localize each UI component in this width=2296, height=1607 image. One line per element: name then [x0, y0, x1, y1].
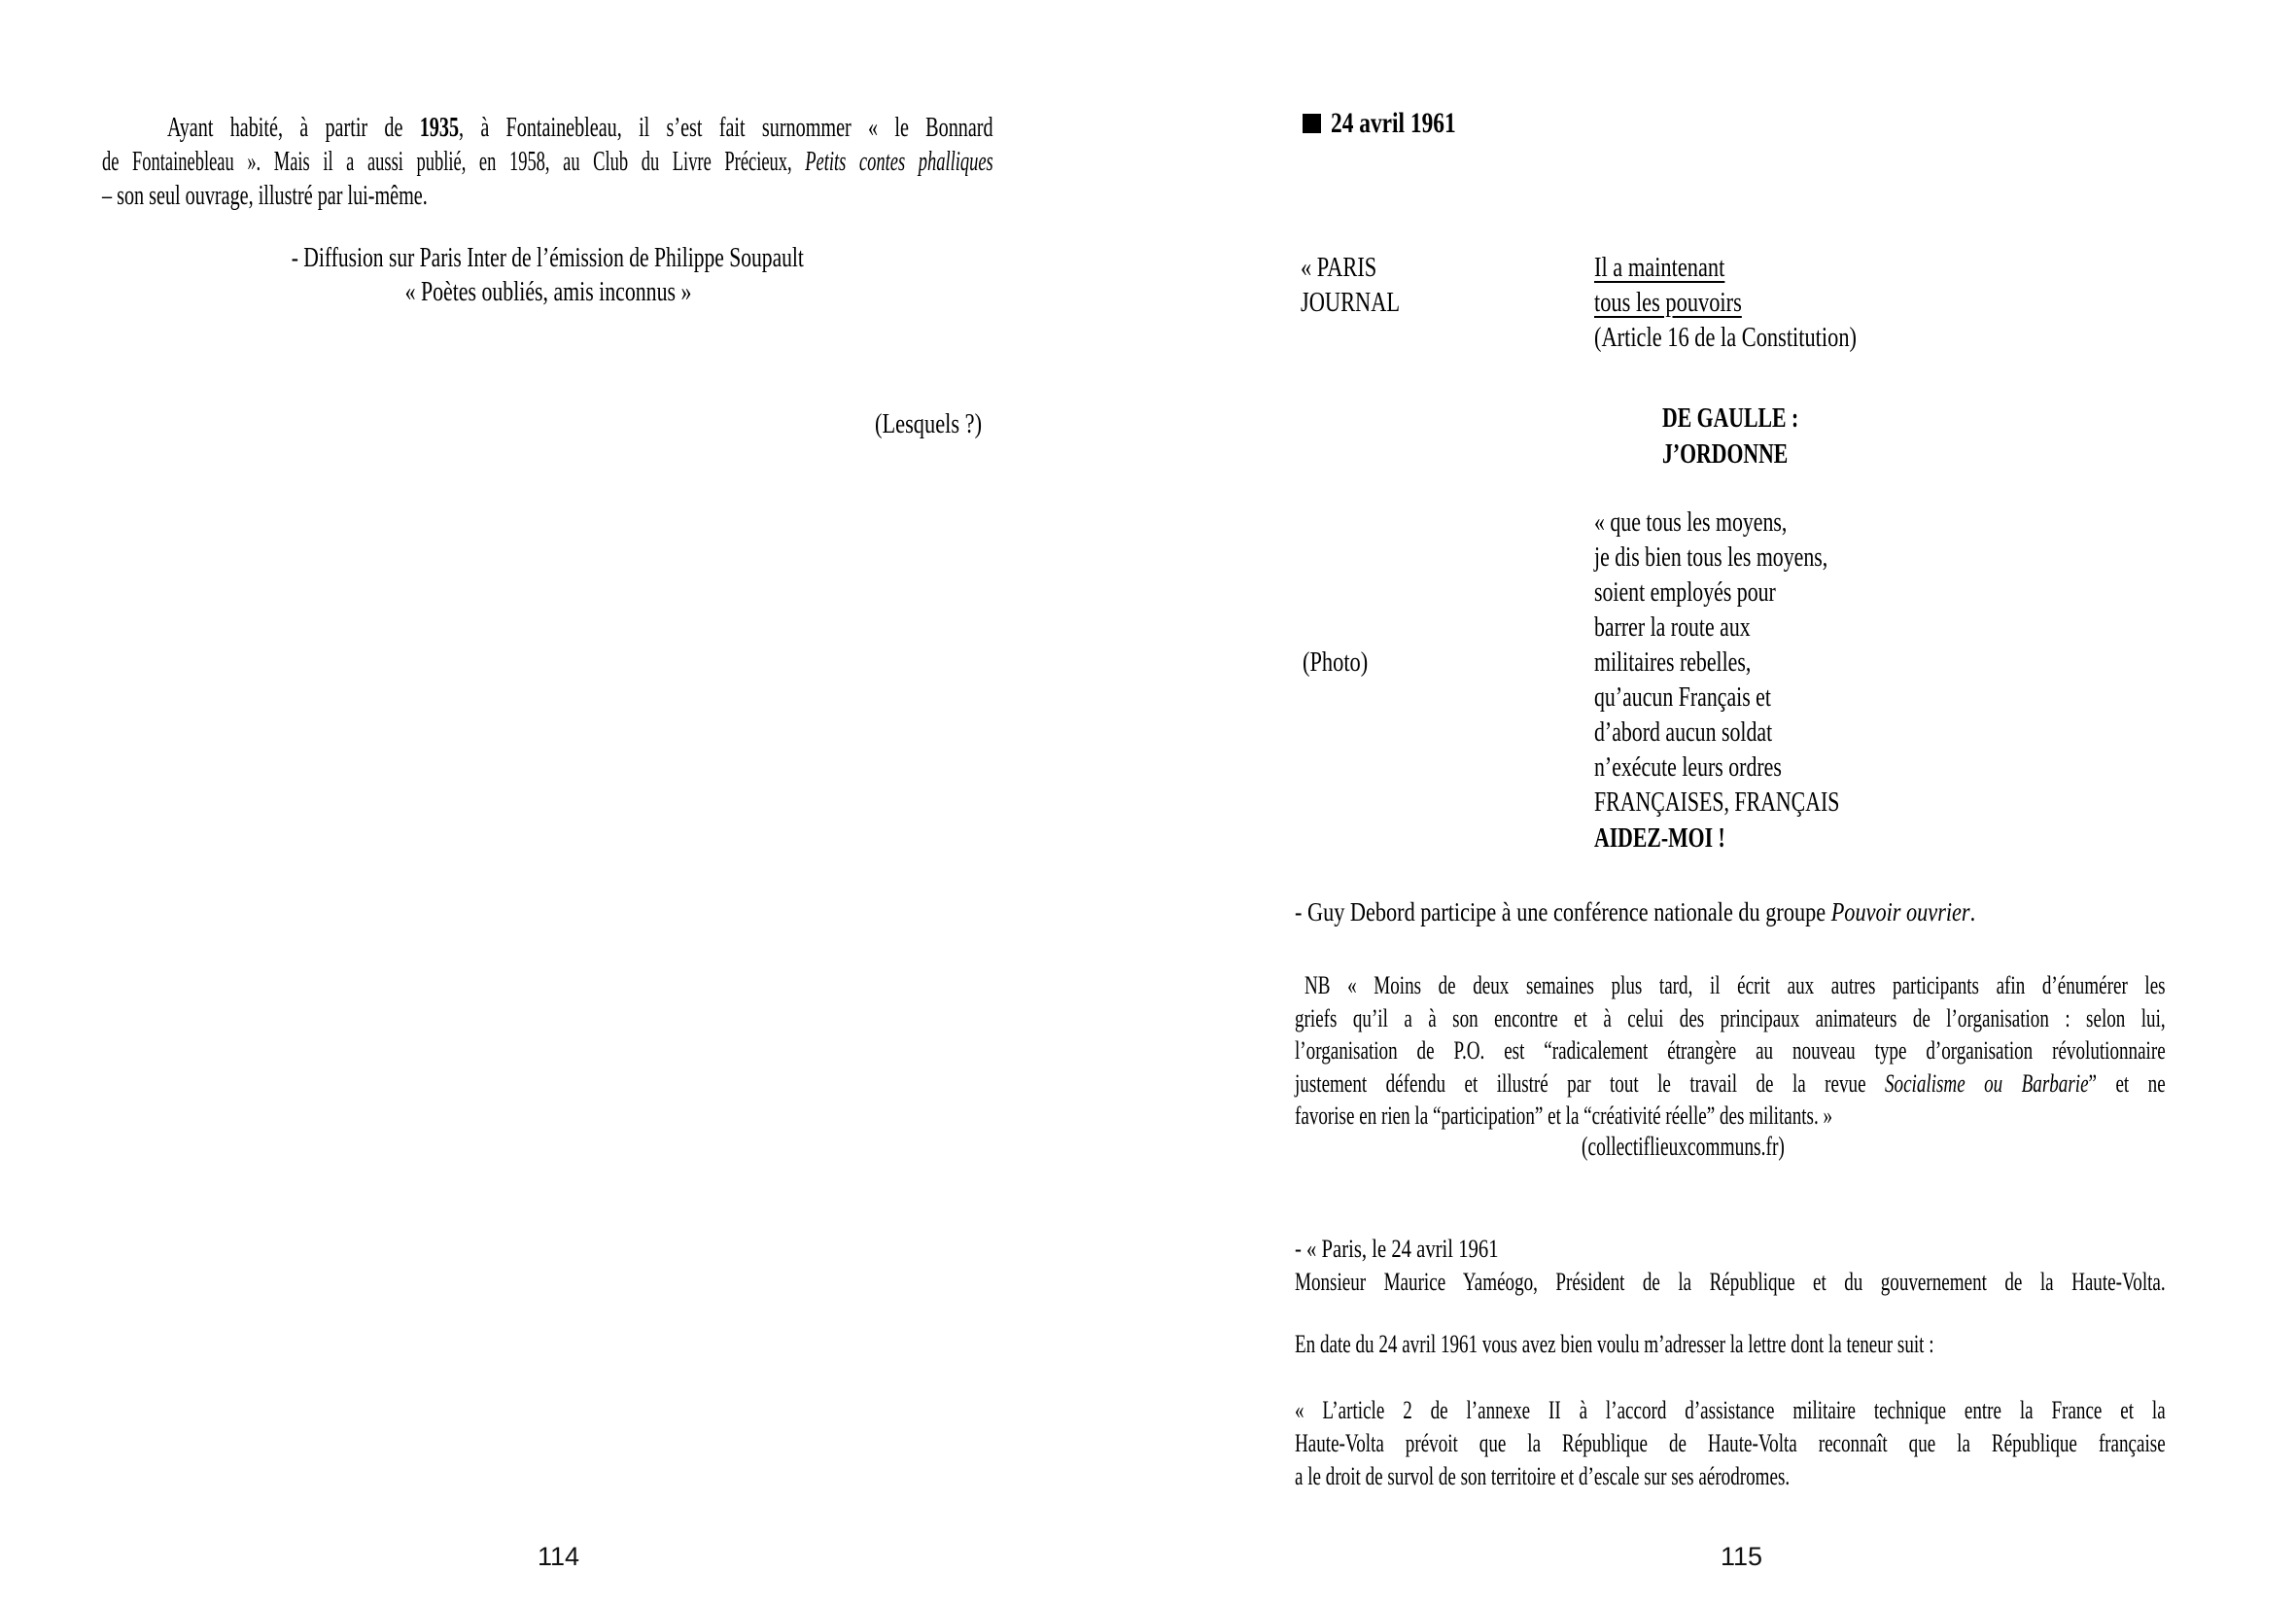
- date-heading-text: 24 avril 1961: [1331, 107, 1456, 139]
- article-line-3: a le droit de survol de son territoire et d’escale sur ses aérodromes.: [1295, 1461, 1791, 1490]
- quote-line-8: n’exécute leurs ordres: [1594, 752, 1782, 783]
- quote-line-3: soient employés pour: [1594, 577, 1776, 608]
- lesquels-text: (Lesquels ?): [875, 409, 983, 439]
- nb-line-4: [1295, 1067, 2166, 1100]
- nb-line-4-pre: justement défendu et illustré par tout le travail de la revue: [1295, 1067, 1886, 1098]
- letter-line-2: Monsieur Maurice Yaméogo, Président de la République et du gouvernement de la Haute-Volta.: [1295, 1267, 2166, 1296]
- letter-line-1: - « Paris, le 24 avril 1961: [1295, 1234, 1499, 1263]
- letter-block: [1295, 1232, 2166, 1298]
- degaulle-quote-block: [1594, 506, 1909, 856]
- bonnard-line-2: [102, 145, 993, 179]
- book-title-italic: Petits contes phalliques: [805, 147, 993, 177]
- debord-line-pre: - Guy Debord participe à une conférence nationale du groupe: [1295, 896, 1831, 926]
- nb-line-1: NB « Moins de deux semaines plus tard, il écrit aux autres participants afin d’énumérer les: [1305, 970, 2166, 999]
- headline-line-2: tous les pouvoirs: [1594, 288, 1742, 318]
- page-number-right: 115: [1721, 1542, 1763, 1571]
- nb-source: [1582, 1130, 1863, 1163]
- headline-line-3: (Article 16 de la Constitution): [1594, 323, 1857, 353]
- nb-line-5: favorise en rien la “participation” et la “créativité réelle” des militants. »: [1295, 1100, 1833, 1131]
- date-heading: [1303, 107, 1491, 140]
- degaulle-line-2: J’ORDONNE: [1662, 438, 1789, 470]
- nb-line-3: l’organisation de P.O. est “radicalement étrangère au nouveau type d’organisation révolutionnaire: [1295, 1035, 2166, 1066]
- letter-en-date-line: [1295, 1327, 2182, 1360]
- bonnard-line-1-post: , à Fontainebleau, il s’est fait surnommer « le Bonnard: [459, 113, 993, 143]
- diffusion-note: [102, 241, 993, 309]
- bonnard-line-1-pre: Ayant habité, à partir de: [167, 113, 420, 143]
- paris-journal-line-2: JOURNAL: [1301, 288, 1401, 318]
- diffusion-line-2: [102, 275, 993, 309]
- quote-line-2: je dis bien tous les moyens,: [1594, 542, 1828, 573]
- diffusion-line-2-text: « Poètes oubliés, amis inconnus »: [404, 277, 691, 307]
- paris-journal-line-1: « PARIS: [1301, 253, 1377, 283]
- nb-line-2: griefs qu’il a à son encontre et à celui des principaux animateurs de l’organisation : selon lui,: [1295, 1002, 2166, 1032]
- quote-line-4: barrer la route aux: [1594, 612, 1751, 643]
- nb-line-4-post: ” et ne: [2088, 1067, 2166, 1098]
- paris-journal-column: [1301, 251, 1425, 321]
- article-line-1: « L’article 2 de l’annexe II à l’accord d’assistance militaire technique entre la France et la: [1295, 1395, 2166, 1424]
- bonnard-year-bold: 1935: [419, 113, 460, 143]
- letter-line-3: En date du 24 avril 1961 vous avez bien voulu m’adresser la lettre dont la teneur suit :: [1295, 1329, 1934, 1358]
- debord-line: [1295, 895, 2135, 928]
- debord-line-post: .: [1969, 896, 1976, 926]
- headline-column: [1594, 251, 1923, 356]
- article-paragraph: [1295, 1393, 2166, 1492]
- diffusion-line-1-text: - Diffusion sur Paris Inter de l’émission de Philippe Soupault: [291, 243, 805, 273]
- socialisme-ou-barbarie-italic: Socialisme ou Barbarie: [1885, 1067, 2089, 1098]
- black-square-icon: [1303, 114, 1321, 133]
- degaulle-heading: [1662, 401, 1844, 472]
- quote-line-1: « que tous les moyens,: [1594, 507, 1788, 538]
- article-line-2: Haute-Volta prévoit que la République de Haute-Volta reconnaît que la République française: [1295, 1428, 2166, 1457]
- headline-line-1: Il a maintenant: [1594, 253, 1725, 283]
- quote-final-bold: AIDEZ-MOI !: [1594, 822, 1725, 854]
- photo-label: [1303, 646, 1384, 681]
- bonnard-paragraph: [102, 111, 993, 213]
- page-115: [1148, 0, 2296, 1607]
- quote-line-5: militaires rebelles,: [1594, 647, 1752, 678]
- bonnard-line-2-pre: de Fontainebleau ». Mais il a aussi publié, en 1958, au Club du Livre Précieux,: [102, 147, 806, 177]
- page-number-left: 114: [538, 1542, 580, 1571]
- lesquels-note: [875, 407, 1009, 441]
- quote-line-9: FRANÇAISES, FRANÇAIS: [1594, 787, 1840, 818]
- nb-source-text: (collectiflieuxcommuns.fr): [1582, 1132, 1785, 1161]
- bonnard-line-1: [167, 111, 993, 145]
- photo-label-text: (Photo): [1303, 647, 1369, 678]
- quote-line-6: qu’aucun Français et: [1594, 682, 1771, 713]
- degaulle-line-1: DE GAULLE :: [1662, 402, 1799, 434]
- nb-note-paragraph: [1295, 969, 2166, 1133]
- quote-line-7: d’abord aucun soldat: [1594, 717, 1773, 748]
- diffusion-line-1: [102, 241, 993, 275]
- bonnard-line-3: – son seul ouvrage, illustré par lui-même.: [102, 181, 428, 211]
- pouvoir-ouvrier-italic: Pouvoir ouvrier: [1830, 896, 1970, 926]
